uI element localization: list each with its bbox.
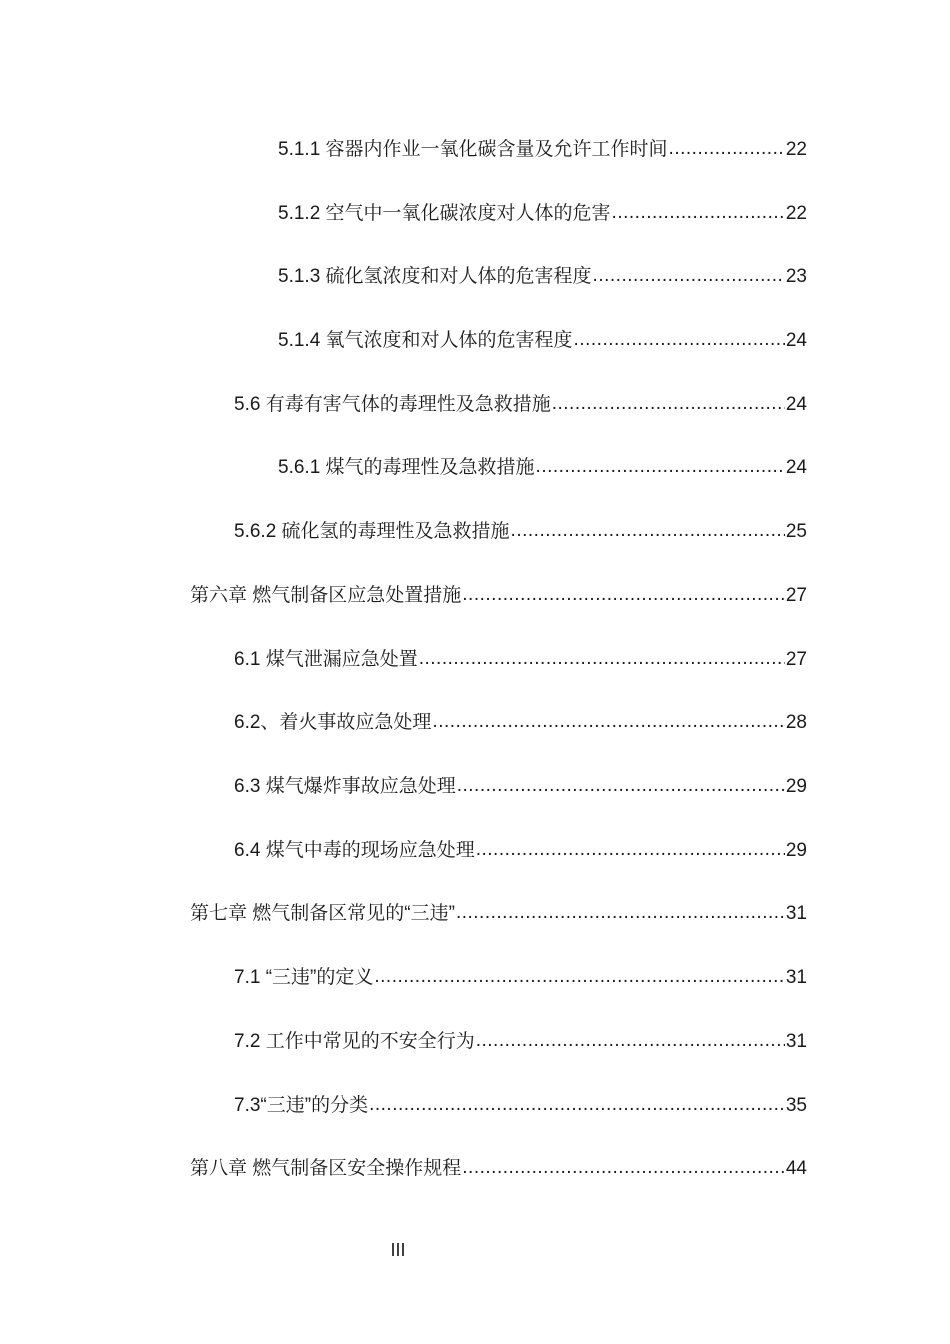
toc-entry-page: 27 [785,649,807,670]
toc-leader-dots [612,193,785,233]
toc-entry-title: 6.1 煤气泄漏应急处置 [234,649,418,670]
toc-entry[interactable] [234,1022,807,1062]
toc-entry-page: 44 [785,1158,807,1179]
toc-entry[interactable] [278,448,807,488]
toc-entry-page: 31 [785,967,807,988]
toc-entry-title: 5.6.2 硫化氢的毒理性及急救措施 [234,521,510,542]
toc-entry-page: 31 [785,1031,807,1052]
toc-entry[interactable] [190,1149,807,1189]
toc-entry[interactable] [278,257,807,297]
toc-entry-title: 第八章 燃气制备区安全操作规程 [190,1158,462,1179]
toc-entry-title: 7.3“三违”的分类 [234,1095,369,1116]
toc-leader-dots [574,320,785,360]
toc-entry-title: 5.6 有毒有害气体的毒理性及急救措施 [234,394,551,415]
toc-entry-page: 27 [785,585,807,606]
toc-entry-title: 第七章 燃气制备区常见的“三违” [190,903,455,924]
toc-leader-dots [511,511,785,551]
toc-leader-dots [552,384,785,424]
toc-entry-title: 第六章 燃气制备区应急处置措施 [190,585,462,606]
toc-entry[interactable] [234,767,807,807]
toc-leader-dots [419,639,785,679]
toc-entry[interactable] [234,958,807,998]
toc-entry-title: 5.1.1 容器内作业一氧化碳含量及允许工作时间 [278,139,668,160]
toc-entry-page: 24 [785,394,807,415]
toc-entry-page: 24 [785,457,807,478]
toc-entry-page: 29 [785,776,807,797]
toc-entry[interactable] [278,321,807,361]
toc-leader-dots [374,957,785,997]
toc-entry[interactable] [190,894,807,934]
toc-entry[interactable] [278,194,807,234]
toc-entry-title: 6.4 煤气中毒的现场应急处理 [234,840,475,861]
toc-leader-dots [369,1085,785,1125]
toc-leader-dots [476,830,785,870]
toc-leader-dots [593,256,785,296]
toc-leader-dots [669,129,785,169]
toc-entry[interactable] [234,703,807,743]
toc-entry-title: 7.1 “三违”的定义 [234,967,374,988]
toc-entry[interactable] [234,512,807,552]
toc-leader-dots [536,447,785,487]
toc-leader-dots [457,766,785,806]
toc-entry[interactable] [234,385,807,425]
toc-entry-title: 5.1.3 硫化氢浓度和对人体的危害程度 [278,266,592,287]
toc-entry[interactable] [234,831,807,871]
toc-entry-title: 7.2 工作中常见的不安全行为 [234,1031,475,1052]
toc-leader-dots [476,1021,785,1061]
toc-entry-title: 6.3 煤气爆炸事故应急处理 [234,776,456,797]
toc-entry[interactable] [234,640,807,680]
page-number: III [390,1240,406,1260]
toc-entry-page: 35 [785,1095,807,1116]
toc-entry[interactable] [278,130,807,170]
toc-entry[interactable] [190,576,807,616]
toc-entry[interactable] [234,1086,807,1126]
toc-entry-page: 24 [785,330,807,351]
toc-entry-title: 6.2、着火事故应急处理 [234,712,432,733]
toc-entry-page: 23 [785,266,807,287]
toc-entry-page: 22 [785,139,807,160]
toc-leader-dots [456,893,785,933]
toc-entry-page: 28 [785,712,807,733]
toc-leader-dots [462,575,785,615]
toc-leader-dots [462,1148,785,1188]
toc-entry-page: 22 [785,203,807,224]
toc-entry-page: 31 [785,903,807,924]
toc-entry-title: 5.1.2 空气中一氧化碳浓度对人体的危害 [278,203,611,224]
toc-entry-page: 25 [785,521,807,542]
toc-entry-title: 5.1.4 氧气浓度和对人体的危害程度 [278,330,573,351]
toc-entry-title: 5.6.1 煤气的毒理性及急救措施 [278,457,535,478]
toc-entry-page: 29 [785,840,807,861]
toc-leader-dots [432,702,784,742]
